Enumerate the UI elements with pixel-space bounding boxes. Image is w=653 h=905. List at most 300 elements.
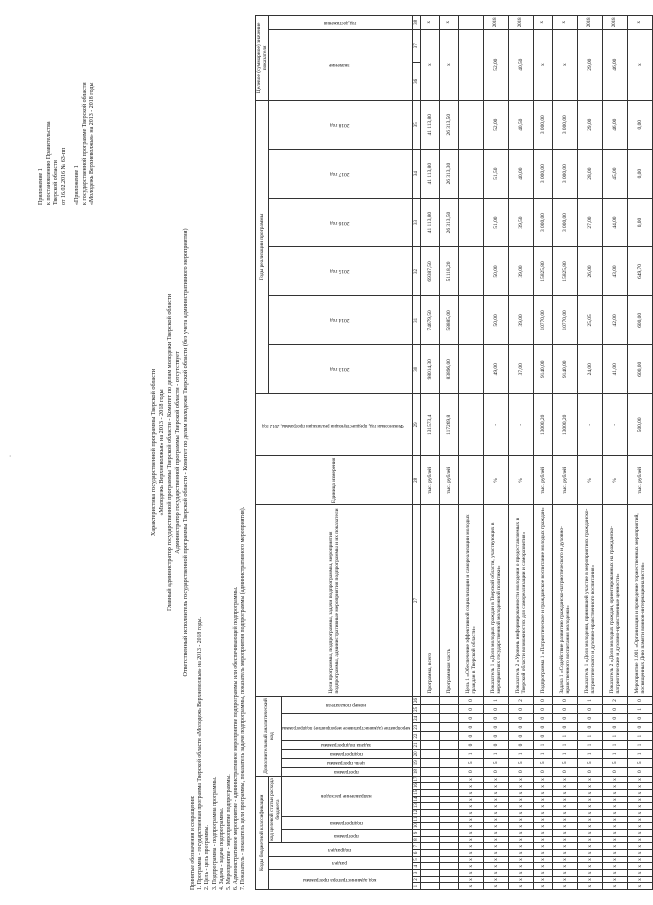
budget-code-cell [421,803,440,810]
analytic-code-cell [440,741,459,750]
row-year-value: 29,00 [578,100,603,149]
row-year-value: 45,00 [603,149,628,198]
budget-code-cell: x [459,843,484,850]
budget-code-cell [421,816,440,823]
column-index: 11 [413,816,419,822]
budget-code-cell: x [534,836,553,843]
column-index: 14 [413,796,419,802]
analytic-code-cell [421,705,440,714]
budget-code-cell: x [628,856,653,863]
budget-code-cell: x [603,876,628,883]
column-index: 12 [413,809,419,815]
row-year-value: 10770,00 [553,296,578,345]
row-description: Задача 1 «Содействие развитию гражданско-патриотического и духовно-нравственного воспитания молодежи» [553,505,578,696]
row-year-value: 41,00 [603,345,628,394]
row-final-value [459,29,484,100]
row-year-value: 26,00 [578,247,603,296]
analytic-code-cell: 0 [509,723,534,732]
header-admin-text: код администратора программы [302,876,377,883]
analytic-code-cell [440,749,459,758]
budget-code-cell: x [628,803,653,810]
row-year-value: 3 000,00 [553,198,578,247]
analytic-code-cell: 1 [484,749,509,758]
budget-code-cell: x [509,810,534,817]
column-index: 33 [413,198,421,247]
analytic-code-cell: 1 [603,732,628,741]
row-final-year: x [421,16,440,30]
budget-code-cell: x [628,783,653,790]
column-index: 19 [413,760,419,766]
budget-code-cell: x [553,883,578,890]
row-fin-2012: - [509,394,534,456]
row-unit: % [578,456,603,505]
budget-code-cell: x [628,790,653,797]
budget-code-cell: x [553,790,578,797]
budget-code-cell: x [459,863,484,870]
budget-code-cell: x [578,796,603,803]
budget-code-cell [440,883,459,890]
row-year-value: 83896,00 [440,345,459,394]
budget-code-cell: x [578,883,603,890]
table-body [421,16,653,890]
header-fin-year [256,394,413,456]
row-year-value: 26 313,50 [440,100,459,149]
title-line: Ответственный исполнитель государственной программы Тверской области - Комитет по делам молодежи Тверской области (без учета административного мероприятия) [182,228,189,677]
budget-code-cell: x [534,850,553,857]
analytic-code-cell: 0 [534,705,553,714]
row-year-value: 51,50 [484,149,509,198]
appendix-line: Приложение 1 [38,168,44,205]
analytic-code-cell: 2 [509,696,534,705]
row-fin-2012: - [603,394,628,456]
budget-code-cell: x [484,883,509,890]
analytic-code-cell [421,714,440,723]
analytic-code-cell: 0 [484,741,509,750]
analytic-code-cell: 0 [578,723,603,732]
row-description: Программа, всего [421,505,440,696]
budget-code-cell [440,850,459,857]
budget-code-cell: x [603,863,628,870]
analytic-code-cell: 1 [534,741,553,750]
row-fin-2012: 500,00 [628,394,653,456]
analytic-code-cell [421,723,440,732]
header-fin-year-text: Финансовый год, предшествующий реализации программы, 2012 год [262,422,404,428]
header-section [269,856,413,869]
analytic-code-cell: 1 [628,749,653,758]
analytic-code-cell: 5 [459,758,484,767]
column-index: 15 [413,789,419,795]
column-index: 27 [413,505,421,696]
analytic-code-cell: 0 [603,723,628,732]
budget-code-cell: x [534,856,553,863]
column-index: 10 [413,823,419,829]
budget-code-cell [421,863,440,870]
title-line: Главный администратор государственной программы Тверской области - Комитет по делам молодежи Тверской области [166,293,173,612]
budget-code-cell [421,783,440,790]
analytic-code-cell: 0 [509,767,534,776]
budget-code-cell: x [628,810,653,817]
row-final-year: x [440,16,459,30]
row-year-value: 3 000,00 [553,149,578,198]
budget-code-cell: x [459,810,484,817]
column-index: 29 [413,394,421,456]
analytic-code-cell: 0 [459,732,484,741]
header-admin [269,870,413,890]
budget-code-cell: x [534,776,553,783]
analytic-code-cell [440,723,459,732]
budget-code-cell: x [509,796,534,803]
budget-code-cell: x [578,856,603,863]
budget-code-cell: x [509,830,534,837]
table-row [628,16,653,890]
analytic-code-cell: 1 [578,741,603,750]
analytic-code-cell [440,758,459,767]
row-final-value: x [440,29,459,100]
analytic-code-cell: 0 [628,767,653,776]
row-fin-2012: 13000,20 [534,394,553,456]
row-year-value: 51118,20 [440,247,459,296]
analytic-code-cell: 0 [484,767,509,776]
analytic-code-cell: 0 [628,696,653,705]
row-final-value: 46,00 [603,29,628,100]
budget-code-cell: x [534,810,553,817]
budget-code-cell: x [578,810,603,817]
row-description: Программная часть [440,505,459,696]
analytic-code-cell: 1 [578,732,603,741]
row-fin-2012: 131573,4 [421,394,440,456]
header-year-2013 [269,345,413,394]
row-year-value [459,149,484,198]
budget-code-cell [421,856,440,863]
budget-code-cell: x [553,823,578,830]
column-index: 5 [413,856,421,863]
column-index: 4 [413,863,421,870]
column-index-row [413,16,421,890]
budget-code-cell: x [484,796,509,803]
row-year-value: 10770,00 [534,296,553,345]
budget-code-cell: x [578,836,603,843]
budget-code-cell [440,856,459,863]
header-year-achieve [269,16,413,30]
column-index: 35 [413,100,421,149]
appendix-line: от 16.02.2016 № 63-пп [60,147,67,205]
header-value-text: значение [329,61,350,68]
budget-code-cell: x [459,836,484,843]
analytic-code-cell: 0 [509,714,534,723]
column-index: 3 [413,870,421,877]
analytic-code-cell: 0 [459,696,484,705]
budget-code-cell: x [628,796,653,803]
row-unit [459,456,484,505]
analytic-code-cell: 0 [534,696,553,705]
row-description: Показатель 1 «Доля молодых граждан в Тверской области, участвующих в мероприятиях государственной молодежной политики» [484,505,509,696]
header-years-title: Годы реализации программы [256,100,269,393]
column-index: 8 [413,836,421,843]
analytic-code-cell: 0 [603,714,628,723]
budget-code-cell: x [484,810,509,817]
header-a-indicator [282,696,413,714]
appendix-line: Тверской области [53,160,59,205]
budget-code-cell: x [628,776,653,783]
row-year-value: 50,00 [484,296,509,345]
row-year-value: 9140,00 [553,345,578,394]
analytic-code-cell: 0 [603,767,628,776]
analytic-code-cell: 1 [484,696,509,705]
analytic-code-cell: 0 [509,705,534,714]
budget-code-cell: x [603,816,628,823]
analytic-code-cell: 1 [603,749,628,758]
header-a-event-text: мероприятие (административное мероприятие) подпрограммы [282,725,411,731]
budget-code-cell [440,863,459,870]
row-year-value: 39,50 [509,198,534,247]
budget-code-cell: x [509,836,534,843]
analytic-code-cell: 0 [484,714,509,723]
row-year-value: 43,00 [603,247,628,296]
header-goals: Цели программы, подпрограммы, задачи подпрограммы, мероприятия подпрограммы, административные мероприятия подпрограммы и их показатели [256,505,413,696]
row-final-year: 2018 [578,16,603,30]
budget-code-cell [421,810,440,817]
budget-code-cell: x [628,870,653,877]
abbreviations-notes [190,506,248,890]
header-a-goal [282,758,413,767]
analytic-code-cell: 0 [484,732,509,741]
row-fin-2012: 13000,20 [553,394,578,456]
column-index: 20 [413,751,419,757]
header-a-goal-text: цель программы [327,759,366,766]
table-row [578,16,603,890]
header-final: Целевое (суммарное) значение показателя [256,16,269,101]
budget-code-cell: x [628,823,653,830]
note-item: 4. Задача - задача подпрограммы. [218,807,225,890]
budget-code-cell: x [459,850,484,857]
budget-code-cell: x [534,870,553,877]
header-a-subprogram-text: подпрограмма [329,750,363,757]
analytic-code-cell [421,741,440,750]
appendix-line: к постановлению Правительства [45,121,52,205]
budget-code-cell: x [459,823,484,830]
header-subprogram-text: подпрограмма [329,819,363,826]
table-row [509,16,534,890]
budget-code-cell: x [509,816,534,823]
budget-code-cell: x [509,876,534,883]
header-year-2014 [269,296,413,345]
row-unit: тыс. рублей [534,456,553,505]
analytic-code-cell: 1 [603,741,628,750]
budget-code-cell [421,870,440,877]
row-year-value: 58885,00 [440,296,459,345]
analytic-code-cell: 5 [578,758,603,767]
row-year-value: 41 113,80 [421,198,440,247]
budget-code-cell: x [603,776,628,783]
budget-code-cell: x [459,790,484,797]
budget-code-cell: x [578,876,603,883]
row-unit: % [484,456,509,505]
row-year-value: 9140,00 [534,345,553,394]
budget-code-cell [421,830,440,837]
header-year-achieve-text: год достижения [323,20,356,26]
analytic-code-cell: 0 [578,705,603,714]
budget-code-cell: x [509,790,534,797]
analytic-code-cell [440,705,459,714]
budget-code-cell: x [553,796,578,803]
row-unit: тыс. рублей [628,456,653,505]
budget-code-cell: x [578,816,603,823]
row-final-value: 40,50 [509,29,534,100]
row-year-value: 3 000,00 [534,149,553,198]
row-year-value: 0,00 [628,198,653,247]
budget-code-cell: x [509,856,534,863]
budget-code-cell [421,883,440,890]
row-unit: тыс. рублей [440,456,459,505]
header-direction [282,776,413,816]
year-label: 2014 год [329,317,350,324]
row-year-value: 69387,50 [421,247,440,296]
analytic-code-cell: 5 [534,758,553,767]
analytic-code-cell: 5 [603,758,628,767]
header-a-task-text: задача подпрограммы [321,741,372,748]
column-index: 6 [413,850,421,857]
analytic-code-cell: 0 [484,723,509,732]
header-budget-codes: Коды бюджетной классификации [256,776,269,889]
row-year-value: 3 000,00 [534,100,553,149]
header-year-2018 [269,100,413,149]
row-fin-2012: - [578,394,603,456]
analytic-code-cell: 0 [534,723,553,732]
budget-code-cell: x [534,876,553,883]
budget-code-cell: x [603,883,628,890]
row-year-value: 27,00 [578,198,603,247]
row-year-value: 46,00 [603,100,628,149]
budget-code-cell: x [509,870,534,877]
column-index: 31 [413,296,421,345]
analytic-code-cell [421,749,440,758]
budget-code-cell: x [484,816,509,823]
analytic-code-cell [440,732,459,741]
header-value [269,29,413,100]
analytic-code-cell: 1 [578,696,603,705]
row-year-value: 600,00 [628,345,653,394]
analytic-code-cell: 0 [459,714,484,723]
row-final-value: x [421,29,440,100]
column-index: 28 [413,456,421,505]
budget-code-cell [440,870,459,877]
row-description: Цель 1 «Обеспечение эффективной социализации и самореализации молодых граждан в Тверской области» [459,505,484,696]
note-item: 7. Показатель - показатель цели программы, показатель задачи подпрограммы, показатель мероприятия подпрограммы (административного мероприятия). [240,506,247,890]
row-unit: % [603,456,628,505]
budget-code-cell: x [603,870,628,877]
row-unit: % [509,456,534,505]
row-year-value [459,100,484,149]
row-year-value: 26 313,50 [440,198,459,247]
budget-code-cell [440,776,459,783]
analytic-code-cell: 0 [509,741,534,750]
row-final-year: x [534,16,553,30]
note-item: 5. Мероприятие - мероприятие подпрограммы. [226,774,233,890]
column-index: 21 [413,742,419,748]
budget-code-cell: x [628,836,653,843]
budget-code-cell: x [459,816,484,823]
budget-code-cell: x [534,823,553,830]
table-row [440,16,459,890]
header-direction-text: направление расходов [320,793,372,800]
column-index: 38 [413,16,421,30]
budget-code-cell: x [578,850,603,857]
analytic-code-cell: 0 [553,723,578,732]
row-unit: тыс. рублей [421,456,440,505]
row-final-year: x [553,16,578,30]
budget-code-cell: x [509,850,534,857]
budget-code-cell [421,823,440,830]
column-index: 30 [413,345,421,394]
budget-code-cell: x [534,790,553,797]
row-year-value: 3 000,00 [534,198,553,247]
title-line: «Молодежь Верхневолжья» на 2013 - 2018 годы [158,389,165,516]
row-year-value: 15825,80 [553,247,578,296]
budget-code-cell: x [484,783,509,790]
row-description: Показатель 1 «Доля молодежи, принявшей участие в мероприятиях гражданско-патриотического и духовно-нравственного воспитания» [578,505,603,696]
header-a-program [282,767,413,776]
budget-code-cell: x [603,836,628,843]
appendix-line: «Молодежь Верхневолжья» на 2013 - 2018 годы [89,82,95,205]
header-target-article: код целевой статьи расхода бюджета [269,776,282,843]
budget-code-cell: x [484,823,509,830]
analytic-code-cell: 5 [484,758,509,767]
row-year-value: 3 000,00 [553,100,578,149]
budget-code-cell: x [603,790,628,797]
analytic-code-cell [421,732,440,741]
budget-code-cell: x [484,856,509,863]
document-titles [150,0,190,905]
note-item: 3. Подпрограмма - подпрограмма программы. [211,776,218,890]
budget-code-cell [440,836,459,843]
appendix-line: к государственной программе Тверской области [81,82,88,205]
budget-code-cell: x [628,843,653,850]
analytic-code-cell [421,767,440,776]
budget-code-cell: x [459,883,484,890]
budget-code-cell: x [484,863,509,870]
analytic-code-cell: 0 [459,723,484,732]
budget-code-cell: x [603,856,628,863]
header-program [282,830,413,843]
header-a-indicator-text: номер показателя [326,701,367,708]
column-index: 9 [413,830,421,837]
row-year-value [459,247,484,296]
analytic-code-cell: 0 [459,767,484,776]
budget-code-cell: x [484,876,509,883]
budget-code-cell: x [553,843,578,850]
analytic-code-cell: 1 [553,732,578,741]
budget-code-cell [421,790,440,797]
analytic-code-cell: 1 [509,749,534,758]
year-label: 2016 год [329,219,350,226]
budget-code-cell: x [603,783,628,790]
analytic-code-cell: 1 [628,705,653,714]
header-section-text: раздел [332,859,348,866]
row-final-value: x [628,29,653,100]
row-description: Мероприятие 1.001 «Организация и проведение торжественных мероприятий, посвященных Дню памяти воинов-интернационалистов» [628,505,653,696]
analytic-code-cell: 1 [628,741,653,750]
budget-code-cell: x [553,810,578,817]
budget-code-cell: x [534,796,553,803]
row-year-value: 28,00 [578,149,603,198]
analytic-code-cell [440,696,459,705]
table-row [459,16,484,890]
header-a-task [282,741,413,750]
row-year-value [459,296,484,345]
budget-code-cell: x [509,776,534,783]
budget-code-cell [440,823,459,830]
appendix-block [38,15,97,205]
